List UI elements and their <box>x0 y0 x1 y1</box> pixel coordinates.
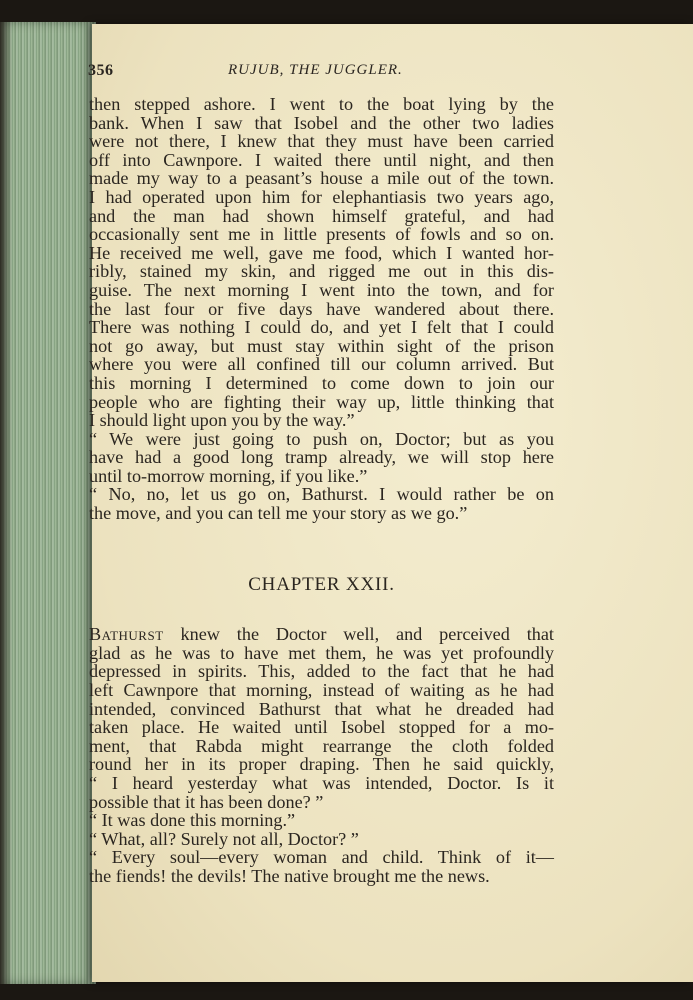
text-line: the fiends! the devils! The native brought me the news. <box>89 865 490 886</box>
paragraph <box>89 811 554 830</box>
chapter-first-word: Bathurst <box>89 624 164 645</box>
text-line: were not there, I knew that they must have been carried <box>89 131 554 152</box>
text-line: occasionally sent me in little presents of fowls and so on. <box>89 224 554 245</box>
text-line: bank. When I saw that Isobel and the other two ladies <box>89 112 554 133</box>
text-line: until to-morrow morning, if you like.” <box>89 465 368 486</box>
text-line: left Cawnpore that morning, instead of waiting as he had <box>89 680 554 701</box>
text-line: “ No, no, let us go on, Bathurst. I would rather be on <box>89 484 554 505</box>
text-line: depressed in spirits. This, added to the fact that he had <box>89 661 554 682</box>
text-line: taken place. He waited until Isobel stopped for a mo- <box>89 717 554 738</box>
body-text <box>89 95 554 886</box>
text-before-chapter <box>89 95 554 523</box>
paragraph <box>89 848 554 885</box>
chapter-heading: CHAPTER XXII. <box>248 573 395 595</box>
text-line: There was nothing I could do, and yet I felt that I could <box>89 317 554 338</box>
text-line: He received me well, gave me food, which I wanted hor- <box>89 242 554 263</box>
line-text: knew the Doctor well, and perceived that <box>163 624 554 645</box>
text-line: intended, convinced Bathurst that what he dreaded had <box>89 698 554 719</box>
text-line: ment, that Rabda might rearrange the cloth folded <box>89 735 554 756</box>
text-line: then stepped ashore. I went to the boat lying by the <box>89 94 554 114</box>
paragraph <box>89 485 554 522</box>
text-line: have had a good long tramp already, we will stop here <box>89 447 554 468</box>
text-line: “ Every soul—every woman and child. Think of it— <box>89 847 554 868</box>
text-line: guise. The next morning I went into the town, and for <box>89 279 554 300</box>
text-line: where you were all confined till our column arrived. But <box>89 354 554 375</box>
page-header <box>88 62 558 86</box>
text-line: and the man had shown himself grateful, and had <box>89 205 554 226</box>
text-line: the last four or five days have wandered about there. <box>89 298 554 319</box>
text-line: off into Cawnpore. I waited there until night, and then <box>89 149 554 170</box>
text-line: possible that it has been done? ” <box>89 791 324 812</box>
text-line: ribly, stained my skin, and rigged me out in this dis- <box>89 261 554 282</box>
text-line: glad as he was to have met them, he was yet profoundly <box>89 642 554 663</box>
page-edges <box>0 22 96 984</box>
text-line: “ What, all? Surely not all, Doctor? ” <box>89 828 359 849</box>
text-line: the move, and you can tell me your story as we go.” <box>89 503 468 524</box>
text-line: “ I heard yesterday what was intended, Doctor. Is it <box>89 773 554 793</box>
text-line: made my way to a peasant’s house a mile out of the town. <box>89 168 554 189</box>
page-number: 356 <box>88 62 114 79</box>
text-line: “ It was done this morning.” <box>89 810 296 831</box>
text-line: people who are fighting their way up, little thinking that <box>89 391 554 412</box>
text-line <box>89 625 554 644</box>
paragraph <box>89 625 554 811</box>
text-line: I had operated upon him for elephantiasis two years ago, <box>89 186 554 207</box>
text-line: “ We were just going to push on, Doctor; but as you <box>89 428 554 449</box>
paragraph <box>89 430 554 486</box>
text-line: I should light upon you by the way.” <box>89 410 355 431</box>
running-title: RUJUB, THE JUGGLER. <box>228 62 403 78</box>
text-line: not go away, but must stay within sight of the prison <box>89 335 554 356</box>
paragraph <box>89 95 554 430</box>
text-after-chapter <box>89 625 554 885</box>
text-line: round her in its proper draping. Then he said quickly, <box>89 754 554 775</box>
text-line: this morning I determined to come down to join our <box>89 372 554 393</box>
paragraph <box>89 830 554 849</box>
